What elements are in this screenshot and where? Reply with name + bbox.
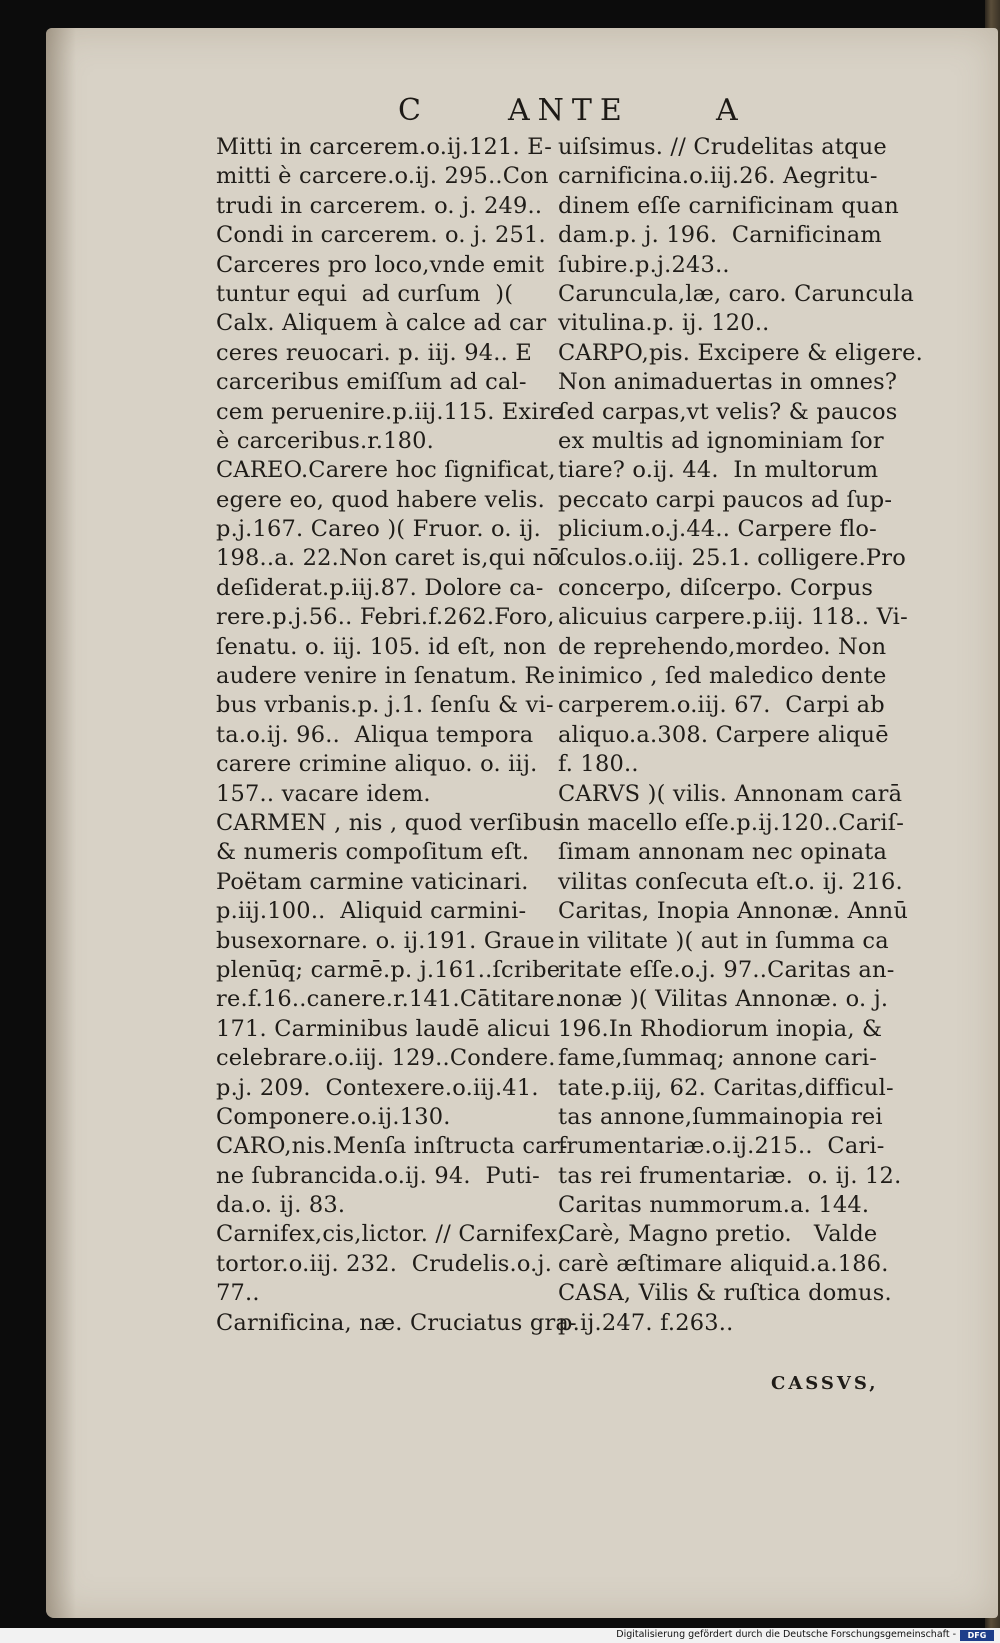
text-line: re.f.16..canere.r.141.Cātitare. bbox=[216, 986, 563, 1013]
dfg-logo: DFG bbox=[960, 1630, 994, 1641]
running-head-left: C bbox=[398, 93, 429, 128]
running-head bbox=[46, 93, 998, 133]
text-line: tortor.o.iij. 232. Crudelis.o.j. bbox=[216, 1250, 553, 1277]
text-line: è carceribus.r.180. bbox=[216, 427, 435, 454]
text-line: f. 180.. bbox=[558, 751, 639, 778]
footer-credit: Digitalisierung gefördert durch die Deutsche Forschungsgemeinschaft - bbox=[616, 1629, 956, 1640]
text-line: Non animaduertas in omnes? bbox=[558, 369, 898, 396]
footer-bar bbox=[0, 1628, 1000, 1643]
text-line: da.o. ij. 83. bbox=[216, 1192, 346, 1219]
running-head-right: A bbox=[716, 93, 746, 128]
text-line: Carnificina, næ. Cruciatus gra- bbox=[216, 1309, 577, 1336]
text-line: rere.p.j.56.. Febri.f.262.Foro, bbox=[216, 604, 555, 631]
text-line: tas rei frumentariæ. o. ij. 12. bbox=[558, 1162, 902, 1189]
text-line: Componere.o.ij.130. bbox=[216, 1103, 451, 1130]
running-head-center: ANTE bbox=[508, 93, 630, 128]
text-line: carè æſtimare aliquid.a.186. bbox=[558, 1250, 889, 1277]
text-line: in macello eſſe.p.ij.120..Cariſ- bbox=[558, 809, 905, 836]
text-line: p.j. 209. Contexere.o.iij.41. bbox=[216, 1074, 539, 1101]
text-line: Carnifex,cis,lictor. // Carnifex, bbox=[216, 1221, 565, 1248]
text-line: CARO,nis.Menſa inſtructa car- bbox=[216, 1133, 568, 1160]
text-line: Caruncula,læ, caro. Caruncula bbox=[558, 280, 914, 307]
text-line: carperem.o.iij. 67. Carpi ab bbox=[558, 692, 885, 719]
text-line: cem peruenire.p.iij.115. Exire bbox=[216, 398, 564, 425]
text-line: mitti è carcere.o.ij. 295..Con bbox=[216, 163, 549, 190]
text-line: ex multis ad ignominiam ſor bbox=[558, 427, 884, 454]
text-line: 196.In Rhodiorum inopia, & bbox=[558, 1015, 883, 1042]
text-line: ne ſubrancida.o.ij. 94. Puti- bbox=[216, 1162, 540, 1189]
text-line: busexornare. o. ij.191. Graue bbox=[216, 927, 555, 954]
text-line: ſimam annonam nec opinata bbox=[558, 839, 888, 866]
text-line: trudi in carcerem. o. j. 249.. bbox=[216, 192, 543, 219]
text-line: Mitti in carcerem.o.ij.121. E- bbox=[216, 134, 553, 160]
text-line: deſiderat.p.iij.87. Dolore ca- bbox=[216, 574, 544, 601]
text-line: tate.p.iij, 62. Caritas,difficul- bbox=[558, 1074, 894, 1101]
text-line: fame,ſummaq; annone cari- bbox=[558, 1045, 878, 1072]
text-line: de reprehendo,mordeo. Non bbox=[558, 633, 887, 660]
text-line: tiare? o.ij. 44. In multorum bbox=[558, 457, 879, 484]
right-column bbox=[558, 133, 923, 1338]
text-line: vilitas conſecuta eſt.o. ij. 216. bbox=[558, 868, 903, 895]
text-line: 198..a. 22.Non caret is,qui nō bbox=[216, 545, 562, 572]
text-line: ſubire.p.j.243.. bbox=[558, 251, 730, 278]
text-line: ſed carpas,vt velis? & paucos bbox=[558, 398, 898, 425]
text-line: ſculos.o.iij. 25.1. colligere.Pro bbox=[558, 545, 906, 572]
text-line: tuntur equi ad curſum )( bbox=[216, 280, 514, 307]
text-line: p.j.167. Careo )( Fruor. o. ij. bbox=[216, 516, 542, 543]
text-line: plenūq; carmē.p. j.161..ſcribe bbox=[216, 956, 561, 983]
text-line: 77.. bbox=[216, 1280, 260, 1307]
text-line: & numeris compoſitum eſt. bbox=[216, 839, 530, 866]
text-line: uiſsimus. // Crudelitas atque bbox=[558, 134, 887, 160]
text-line: CARPO,pis. Excipere & eligere. bbox=[558, 339, 923, 366]
text-line: audere venire in ſenatum. Re bbox=[216, 663, 556, 690]
text-line: dam.p. j. 196. Carnificinam bbox=[558, 222, 882, 249]
text-line: Carè, Magno pretio. Valde bbox=[558, 1221, 878, 1248]
text-line: 157.. vacare idem. bbox=[216, 780, 431, 807]
text-line: Poëtam carmine vaticinari. bbox=[216, 868, 529, 895]
text-line: celebrare.o.iij. 129..Condere. bbox=[216, 1045, 556, 1072]
text-line: Calx. Aliquem à calce ad car bbox=[216, 310, 547, 337]
text-line: nonæ )( Vilitas Annonæ. o. j. bbox=[558, 986, 889, 1013]
book-page bbox=[46, 28, 998, 1618]
text-line: Carceres pro loco,vnde emit bbox=[216, 251, 545, 278]
text-line: carere crimine aliquo. o. iij. bbox=[216, 751, 538, 778]
text-line: ta.o.ij. 96.. Aliqua tempora bbox=[216, 721, 534, 748]
text-line: ſenatu. o. iij. 105. id eſt, non bbox=[216, 633, 547, 660]
text-line: aliquo.a.308. Carpere aliquē bbox=[558, 721, 889, 748]
catchword: CASSVS, bbox=[771, 1373, 879, 1394]
text-line: ceres reuocari. p. iij. 94.. E bbox=[216, 339, 532, 366]
text-line: p.ij.247. f.263.. bbox=[558, 1309, 734, 1336]
text-line: plicium.o.j.44.. Carpere flo- bbox=[558, 516, 877, 543]
text-line: p.iij.100.. Aliquid carmini- bbox=[216, 898, 527, 925]
text-line: CARMEN , nis , quod verſibus bbox=[216, 809, 565, 836]
text-line: CAREO.Carere hoc ſignificat, bbox=[216, 457, 556, 484]
text-line: Caritas, Inopia Annonæ. Annū bbox=[558, 898, 909, 925]
text-line: frumentariæ.o.ij.215.. Cari- bbox=[558, 1133, 885, 1160]
text-line: inimico , ſed maledico dente bbox=[558, 663, 887, 690]
text-line: peccato carpi paucos ad ſup- bbox=[558, 486, 893, 513]
text-line: tas annone,ſummainopia rei bbox=[558, 1103, 883, 1130]
text-line: ritate eſſe.o.j. 97..Caritas an- bbox=[558, 956, 895, 983]
text-line: carceribus emiſſum ad cal- bbox=[216, 369, 527, 396]
text-line: alicuius carpere.p.iij. 118.. Vi- bbox=[558, 604, 908, 631]
text-line: vitulina.p. ij. 120.. bbox=[558, 310, 770, 337]
text-line: CASA, Vilis & ruſtica domus. bbox=[558, 1280, 892, 1307]
text-line: egere eo, quod habere velis. bbox=[216, 486, 545, 513]
text-line: CARVS )( vilis. Annonam carā bbox=[558, 780, 903, 807]
text-line: Caritas nummorum.a. 144. bbox=[558, 1192, 870, 1219]
text-line: carnificina.o.iij.26. Aegritu- bbox=[558, 163, 878, 190]
text-line: Condi in carcerem. o. j. 251. bbox=[216, 222, 546, 249]
text-line: bus vrbanis.p. j.1. ſenſu & vi- bbox=[216, 692, 554, 719]
text-line: 171. Carminibus laudē alicui bbox=[216, 1015, 551, 1042]
text-line: in vilitate )( aut in ſumma ca bbox=[558, 927, 889, 954]
text-line: dinem eſſe carnificinam quan bbox=[558, 192, 899, 219]
text-line: concerpo, diſcerpo. Corpus bbox=[558, 574, 874, 601]
left-column bbox=[216, 133, 577, 1338]
